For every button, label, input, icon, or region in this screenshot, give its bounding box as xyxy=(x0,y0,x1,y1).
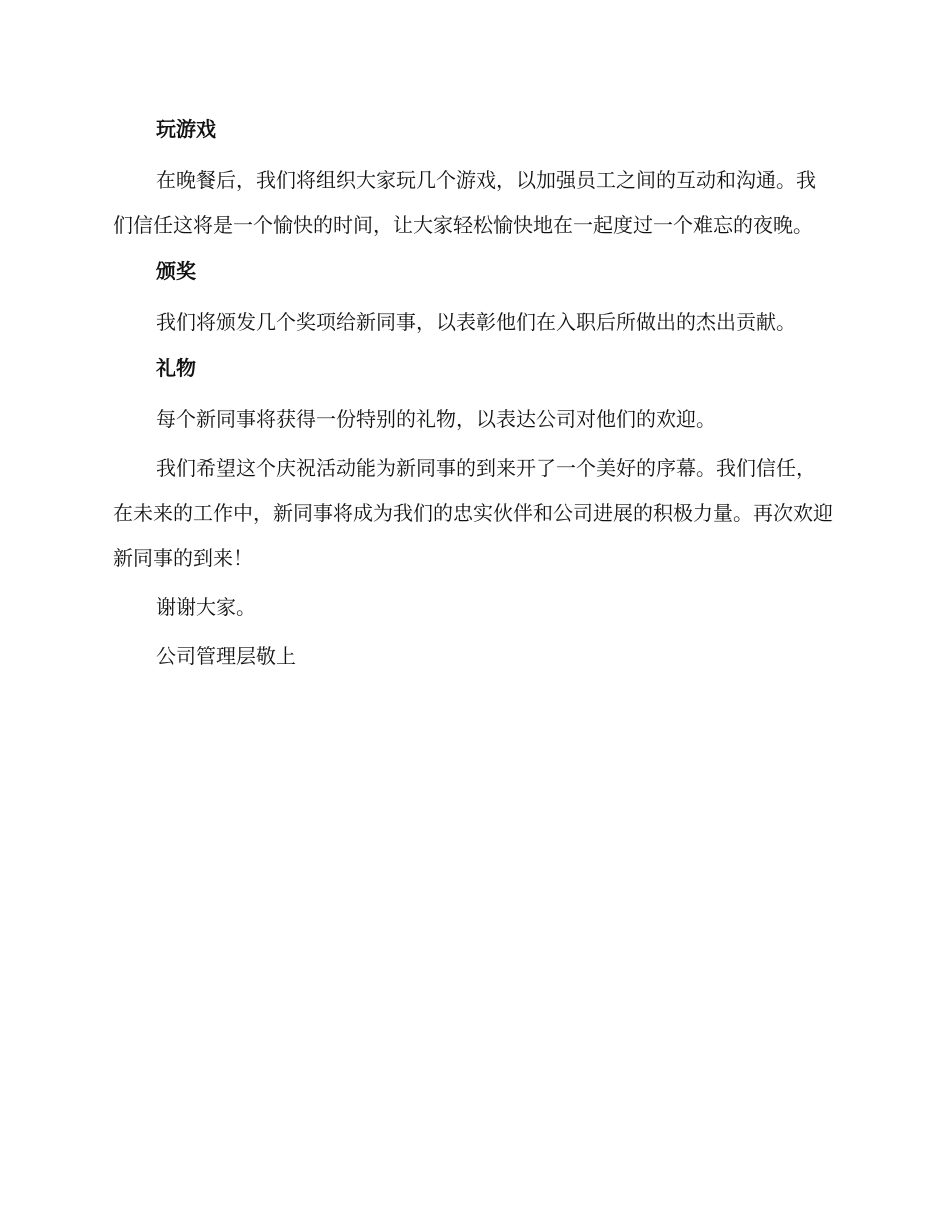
section-heading-gifts: 礼物 xyxy=(156,356,196,380)
awards-paragraph: 我们将颁发几个奖项给新同事，以表彰他们在入职后所做出的杰出贡献。 xyxy=(156,310,796,334)
closing-paragraph: 我们希望这个庆祝活动能为新同事的到来开了一个美好的序幕。我们信任，在未来的工作中，新同事将成为我们的忠实伙伴和公司进展的积极力量。再次欢迎新同事的到来！ xyxy=(113,456,833,570)
signature-line: 公司管理层敬上 xyxy=(156,644,296,668)
gifts-paragraph: 每个新同事将获得一份特别的礼物，以表达公司对他们的欢迎。 xyxy=(156,407,716,431)
games-paragraph: 在晚餐后，我们将组织大家玩几个游戏，以加强员工之间的互动和沟通。我们信任这将是一个愉快的时间，让大家轻松愉快地在一起度过一个难忘的夜晚。 xyxy=(113,168,816,237)
document-body xyxy=(113,110,833,683)
thanks-line: 谢谢大家。 xyxy=(156,595,256,619)
section-heading-awards: 颁奖 xyxy=(156,259,196,283)
section-heading-games: 玩游戏 xyxy=(156,117,216,141)
